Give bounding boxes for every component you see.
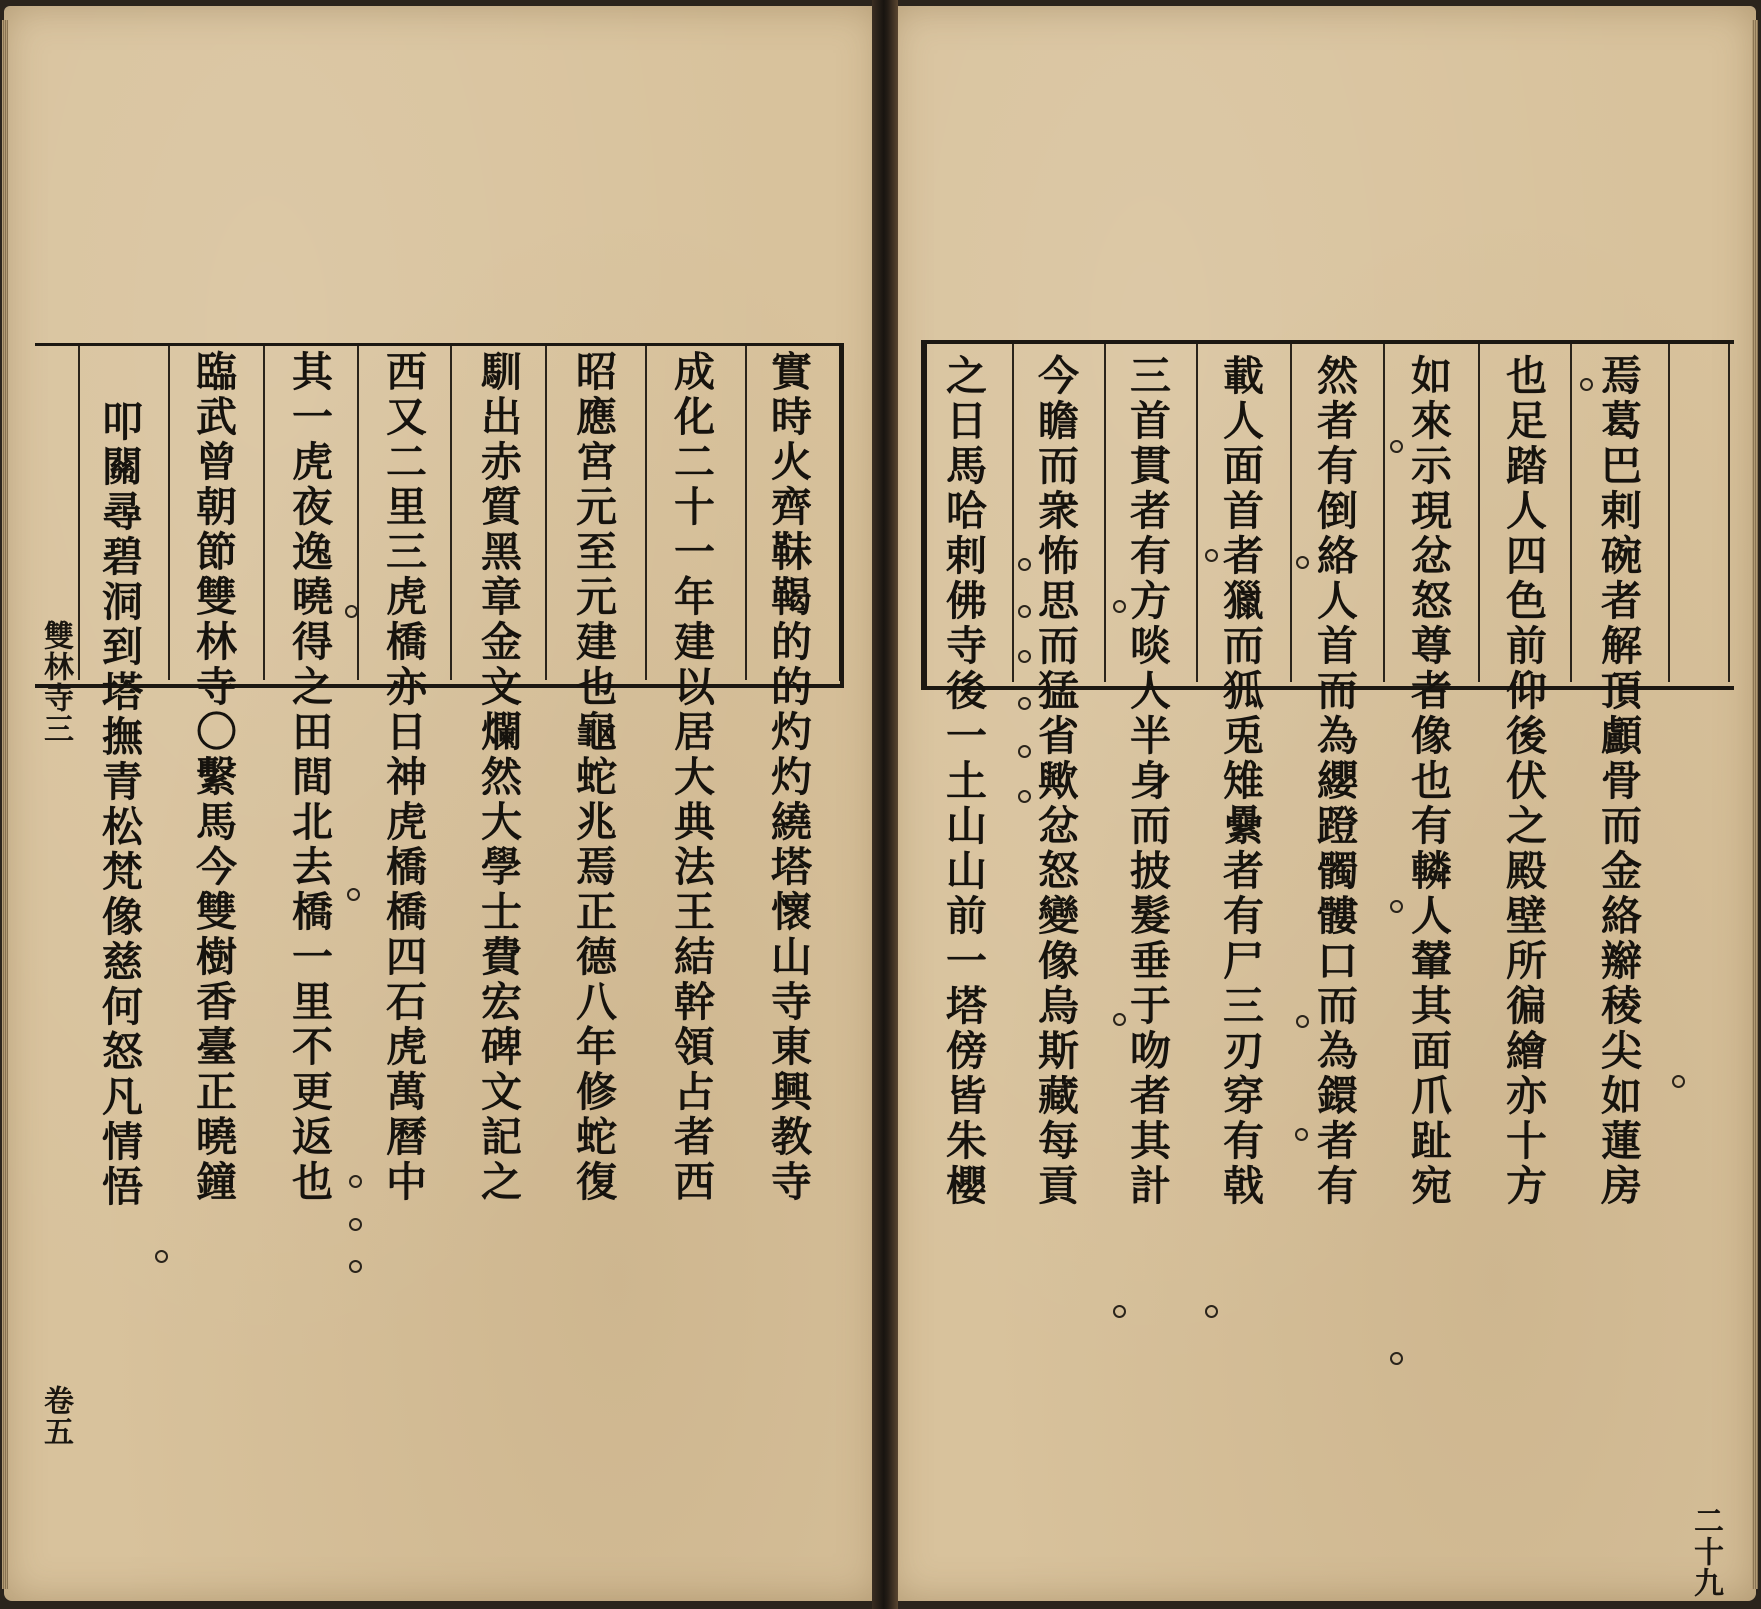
text-column-8: 叩關尋碧洞到塔撫青松梵像慈何怒凡情悟 — [95, 400, 143, 1210]
column-rule — [1570, 344, 1572, 682]
text-column-3: 昭應宮元至元建也龜蛇兆焉正德八年修蛇復 — [569, 350, 617, 1205]
punctuation-circle — [1018, 558, 1031, 571]
column-rule — [645, 346, 647, 680]
text-column-2: 成化二十一年建以居大典法王結幹領占者西 — [667, 350, 715, 1205]
punctuation-circle — [1113, 1013, 1126, 1026]
punctuation-circle — [1018, 745, 1031, 758]
punctuation-circle — [1296, 1015, 1309, 1028]
text-column-6: 其一虎夜逸曉得之田間北去橋一里不更返也 — [285, 350, 333, 1205]
punctuation-circle — [1018, 697, 1031, 710]
punctuation-circle — [1390, 440, 1403, 453]
right-outer-rule — [1728, 344, 1730, 682]
text-column-4: 然者有倒絡人首而為纓蹬髑髏口而為鐶者有 — [1310, 354, 1358, 1209]
punctuation-circle — [349, 1175, 362, 1188]
text-column-1: 實時火齊靺鞨的的灼灼繞塔懷山寺東興教寺 — [764, 350, 812, 1205]
punctuation-circle — [1018, 605, 1031, 618]
text-column-2: 也足踏人四色前仰後伏之殿壁所徧繪亦十方 — [1499, 354, 1547, 1209]
punctuation-circle — [1018, 790, 1031, 803]
punctuation-circle — [349, 1218, 362, 1231]
text-column-5: 西又二里三虎橋亦日神虎橋橋四石虎萬曆中 — [379, 350, 427, 1205]
column-rule — [357, 346, 359, 680]
text-column-1: 焉葛巴剌碗者解頂顱骨而金絡辮稜尖如蓮房 — [1594, 354, 1642, 1209]
text-column-8: 之日馬哈剌佛寺後一土山山前一塔傍皆朱櫻 — [939, 354, 987, 1209]
text-column-6: 三首貫者有方啖人半身而披髮垂于吻者其計 — [1123, 354, 1171, 1209]
text-column-3: 如來示現忿怒尊者像也有轔人輦其面爪趾宛 — [1404, 354, 1452, 1209]
text-column-7: 臨武曾朝節雙林寺〇繫馬今雙樹香臺正曉鐘 — [189, 350, 237, 1205]
column-rule — [1290, 344, 1292, 682]
punctuation-circle — [1390, 1352, 1403, 1365]
punctuation-circle — [1390, 900, 1403, 913]
column-rule — [1478, 344, 1480, 682]
punctuation-circle — [1205, 549, 1218, 562]
column-rule — [1104, 344, 1106, 682]
column-rule — [263, 346, 265, 680]
punctuation-circle — [349, 1260, 362, 1273]
punctuation-circle — [1295, 1128, 1308, 1141]
book-gutter — [872, 0, 898, 1609]
punctuation-circle — [1672, 1075, 1685, 1088]
punctuation-circle — [345, 605, 358, 618]
column-rule — [168, 346, 170, 680]
punctuation-circle — [155, 1250, 168, 1263]
punctuation-circle — [1296, 556, 1309, 569]
column-rule — [1668, 344, 1670, 682]
column-rule — [1383, 344, 1385, 682]
column-rule — [545, 346, 547, 680]
text-column-7: 今瞻而衆怖思而猛省歟忿怒變像烏斯藏每貢 — [1031, 354, 1079, 1209]
punctuation-circle — [347, 888, 360, 901]
punctuation-circle — [1580, 378, 1593, 391]
right-page-edge — [1752, 20, 1758, 1589]
folio-number: 二十九 — [1688, 1505, 1723, 1598]
punctuation-circle — [1113, 600, 1126, 613]
column-rule — [1012, 344, 1014, 682]
column-rule — [450, 346, 452, 680]
left-inner-border — [263, 343, 843, 681]
column-rule — [1196, 344, 1198, 682]
text-column-5: 載人面首者獵而狐兎雉纍者有尸三刃穿有戟 — [1216, 354, 1264, 1209]
column-rule — [745, 346, 747, 680]
punctuation-circle — [1113, 1305, 1126, 1318]
text-column-4: 馴出赤質黑章金文爛然大學士費宏碑文記之 — [474, 350, 522, 1205]
margin-title: 雙林寺三 — [38, 620, 73, 744]
punctuation-circle — [1018, 650, 1031, 663]
left-page-edge — [2, 20, 8, 1589]
margin-volume: 卷五 — [38, 1385, 73, 1447]
column-rule — [78, 346, 80, 680]
punctuation-circle — [1205, 1305, 1218, 1318]
